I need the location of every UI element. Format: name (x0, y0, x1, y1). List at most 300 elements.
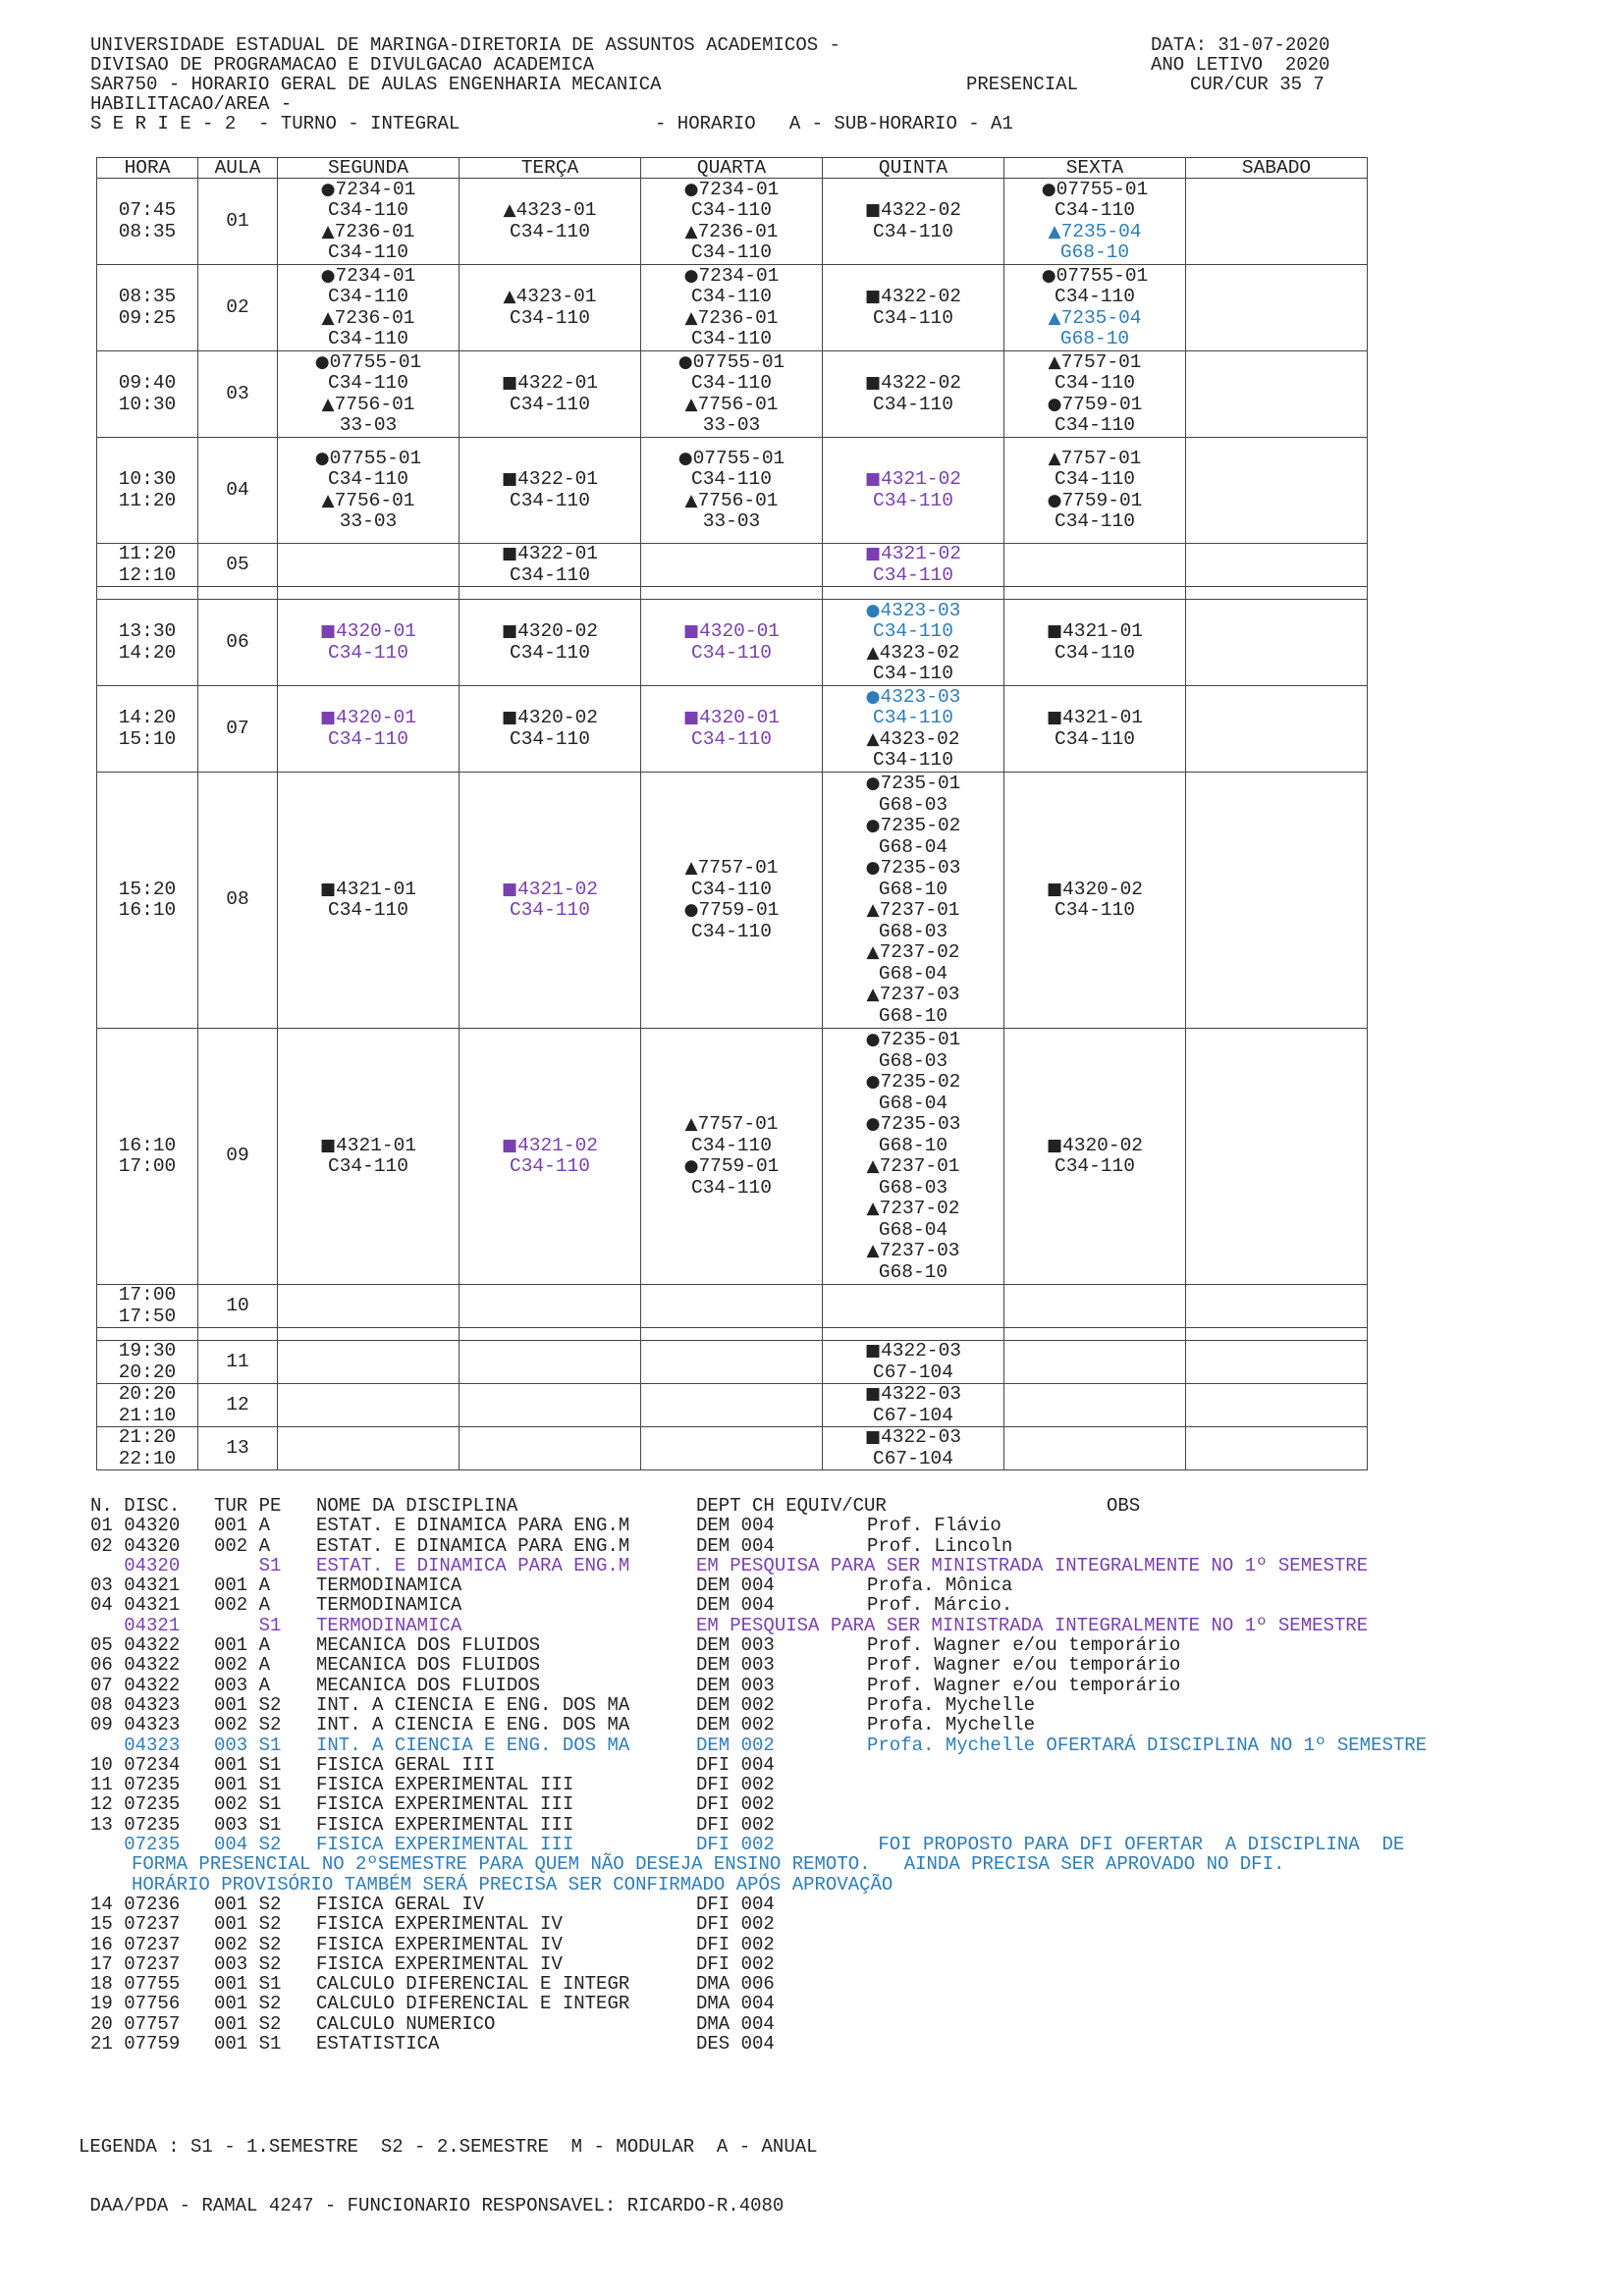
class-code (823, 1427, 1003, 1449)
room-code (460, 491, 640, 512)
cell-sexta (1004, 544, 1186, 587)
schedule-body (97, 179, 1368, 1470)
cell-sabado (1186, 1384, 1368, 1427)
class-code (641, 449, 822, 470)
class-code (823, 1072, 1003, 1094)
cell-quinta (823, 351, 1004, 438)
cell-terca (460, 1427, 641, 1470)
report-title: SAR750 - HORARIO GERAL DE AULAS ENGENHARIA MECANICA (90, 74, 662, 95)
discipline-name: CALCULO DIFERENCIAL E INTEGR (316, 1973, 630, 1996)
time-start: 17:00 (118, 1284, 177, 1306)
cell-quarta (641, 773, 823, 1029)
observation: Prof. Lincoln (867, 1534, 1013, 1557)
room-code (823, 708, 1003, 729)
schedule-table (96, 157, 1368, 1470)
room-code-text: C34-110 (1055, 899, 1135, 921)
room-code (823, 664, 1003, 685)
square-icon: ■ (320, 1135, 337, 1155)
class-code-text: 4322-03 (881, 1426, 961, 1448)
class-code (1004, 491, 1185, 512)
discipline-row (90, 1695, 1583, 1715)
class-code-text: 7756-01 (697, 489, 779, 511)
cell-sabado (1186, 1285, 1368, 1328)
class-code (278, 1136, 459, 1157)
room-code (460, 222, 640, 243)
class-code (823, 1030, 1003, 1051)
class-code (460, 200, 640, 222)
room-code-text: G68-10 (878, 1004, 948, 1027)
aula-cell: 04 (198, 438, 278, 544)
class-code-text: 4320-02 (1062, 1134, 1143, 1156)
cell-sexta (1004, 1285, 1186, 1328)
cell-sabado (1186, 544, 1368, 587)
cell-sabado (1186, 351, 1368, 438)
class-code (823, 601, 1003, 622)
square-icon: ■ (865, 1341, 882, 1361)
room-code-text: C34-110 (328, 1155, 408, 1177)
circle-icon: ● (1047, 394, 1062, 414)
cell-sabado (1186, 600, 1368, 686)
circle-icon: ● (865, 686, 881, 707)
room-code-text: C34-110 (873, 620, 953, 642)
room-code-text: C34-110 (328, 372, 408, 394)
discipline-list-header (90, 1496, 1583, 1516)
observation: FOI PROPOSTO PARA DFI OFERTAR A DISCIPLINA DE (867, 1834, 1405, 1856)
class-code-text: 4321-02 (881, 543, 961, 564)
square-icon: ■ (683, 708, 700, 727)
room-code (823, 1094, 1003, 1115)
room-code (641, 287, 822, 308)
time-end: 22:10 (118, 1447, 177, 1469)
discipline-name: CALCULO DIFERENCIAL E INTEGR (316, 1993, 630, 2015)
room-code (278, 415, 459, 437)
observation: Prof. Márcio. (867, 1594, 1013, 1617)
triangle-icon: ▲ (866, 1241, 880, 1260)
dept-ch: EM PESQUISA PARA SER MINISTRADA INTEGRALMENTE NO 1º SEMESTRE (696, 1554, 1369, 1576)
gap-cell (97, 1328, 198, 1341)
cell-terca (460, 773, 641, 1029)
header-nome: NOME DA DISCIPLINA (316, 1495, 518, 1517)
cell-sexta (1004, 179, 1186, 265)
room-code-text: C34-110 (1055, 199, 1135, 221)
room-code-text: C34-110 (873, 306, 953, 329)
time-end: 08:35 (118, 220, 177, 242)
cell-terca (460, 1029, 641, 1285)
circle-icon: ● (1041, 179, 1056, 199)
room-code-text: C34-110 (691, 641, 772, 664)
cell-quinta (823, 179, 1004, 265)
room-code (641, 373, 822, 395)
dept-ch: DEM 002 (696, 1714, 775, 1736)
square-icon: ■ (502, 879, 518, 899)
schedule-row (97, 544, 1368, 587)
class-code-text: 4323-02 (879, 641, 960, 664)
dept-ch: DFI 002 (696, 1813, 775, 1836)
cell-quinta (823, 265, 1004, 351)
class-code (823, 1241, 1003, 1262)
class-code (641, 266, 822, 288)
class-code (641, 858, 822, 880)
cell-quinta (823, 1029, 1004, 1285)
discipline-row (90, 1516, 1583, 1535)
schedule-header-row (97, 158, 1368, 179)
series-turn: S E R I E - 2 - TURNO - INTEGRAL (90, 113, 460, 134)
observation: Prof. Wagner e/ou temporário (867, 1674, 1181, 1696)
turma-period: 003 S1 (214, 1813, 282, 1836)
turma-period: 002 S2 (214, 1714, 282, 1736)
class-code (823, 200, 1003, 222)
time-start: 19:30 (118, 1340, 177, 1362)
discipline-name: ESTAT. E DINAMICA PARA ENG.M (316, 1515, 630, 1537)
discipline-name: ESTATISTICA (316, 2033, 440, 2056)
class-code (278, 222, 459, 243)
room-code-text: C34-110 (328, 328, 408, 349)
room-code-text: C34-110 (1055, 727, 1135, 750)
academic-year: ANO LETIVO 2020 (1151, 54, 1330, 76)
room-code (278, 1156, 459, 1178)
dept-ch: DFI 002 (696, 1834, 775, 1856)
disc-number: 21 07759 (90, 2033, 181, 2056)
room-code-text: C34-110 (328, 468, 408, 490)
col-header-quarta: QUARTA (641, 158, 823, 179)
room-code-text: C34-110 (691, 878, 772, 900)
discipline-list (90, 1496, 1583, 2054)
class-code-text: 4320-02 (517, 620, 598, 642)
class-code (278, 880, 459, 901)
cell-quarta (641, 1341, 823, 1384)
room-code-text: C34-110 (691, 1176, 772, 1199)
cell-quarta (641, 1427, 823, 1470)
class-code-text: 7235-02 (880, 815, 961, 836)
room-code (823, 880, 1003, 901)
turma-period: 002 S2 (214, 1933, 282, 1955)
dept-ch: DEM 004 (696, 1575, 775, 1597)
time-start: 21:20 (118, 1426, 177, 1448)
room-code-text: 33-03 (339, 510, 398, 532)
disc-number: 14 07236 (90, 1893, 181, 1915)
col-header-sexta: SEXTA (1004, 158, 1186, 179)
turma-period: 001 S1 (214, 1973, 282, 1996)
class-code-text: 7234-01 (698, 264, 780, 287)
room-code-text: C34-110 (691, 241, 772, 263)
triangle-icon: ▲ (866, 1156, 880, 1176)
square-icon: ■ (320, 621, 337, 641)
circle-icon: ● (683, 900, 699, 920)
circle-icon: ● (865, 1030, 881, 1049)
cell-segunda (278, 1341, 460, 1384)
time-end: 21:10 (118, 1404, 177, 1426)
cell-terca (460, 600, 641, 686)
class-code-text: 4321-01 (336, 878, 416, 900)
discipline-name: FISICA EXPERIMENTAL IV (316, 1933, 563, 1955)
triangle-icon: ▲ (321, 221, 335, 241)
room-code (278, 242, 459, 264)
observation: Prof. Wagner e/ou temporário (867, 1634, 1181, 1657)
class-code-text: 07755-01 (1056, 178, 1149, 200)
dept-ch: DEM 004 (696, 1515, 775, 1537)
class-code (823, 687, 1003, 709)
dept-ch: DEM 004 (696, 1594, 775, 1617)
discipline-row (90, 1954, 1583, 1974)
class-code-text: 7234-01 (335, 264, 416, 287)
room-code-text: C34-110 (691, 286, 772, 307)
disc-number: 04321 (90, 1614, 181, 1636)
gap-cell (641, 1328, 823, 1341)
class-code (1004, 180, 1185, 201)
cell-segunda (278, 351, 460, 438)
division-title: DIVISAO DE PROGRAMACAO E DIVULGACAO ACADEMICA (90, 54, 595, 76)
observation: Profa. Mychelle (867, 1714, 1036, 1736)
circle-icon: ● (865, 1072, 881, 1092)
turma-period: 001 A (214, 1515, 271, 1537)
discipline-name: MECANICA DOS FLUIDOS (316, 1674, 541, 1696)
gap-cell (460, 587, 641, 600)
room-code (641, 469, 822, 491)
cell-sexta (1004, 265, 1186, 351)
turma-period: 001 S1 (214, 1774, 282, 1796)
room-code (1004, 511, 1185, 533)
class-code-text: 4321-02 (517, 878, 598, 900)
discipline-row (90, 1655, 1583, 1675)
aula-cell: 03 (198, 351, 278, 438)
time-end: 15:10 (118, 727, 177, 750)
class-code-text: 7759-01 (698, 1155, 780, 1177)
room-code-text: G68-10 (878, 1260, 948, 1283)
cell-segunda (278, 1029, 460, 1285)
class-code-text: 4322-03 (881, 1383, 961, 1405)
cell-quinta (823, 1384, 1004, 1427)
square-icon: ■ (502, 544, 518, 563)
class-code-text: 07755-01 (329, 350, 422, 373)
cell-segunda (278, 438, 460, 544)
room-code (460, 900, 640, 922)
mode-presencial: PRESENCIAL (966, 74, 1079, 95)
discipline-row (90, 2034, 1583, 2054)
hora-cell (97, 351, 198, 438)
cell-terca (460, 179, 641, 265)
disc-number: 15 07237 (90, 1913, 181, 1936)
room-code (460, 395, 640, 416)
triangle-icon: ▲ (866, 728, 880, 749)
turma-period: 001 A (214, 1575, 271, 1597)
observation: Profa. Mônica (867, 1575, 1013, 1597)
dept-ch: EM PESQUISA PARA SER MINISTRADA INTEGRALMENTE NO 1º SEMESTRE (696, 1614, 1369, 1636)
room-code-text: C34-110 (510, 489, 590, 511)
room-code-text: C34-110 (510, 1155, 590, 1177)
disc-number: 16 07237 (90, 1933, 181, 1955)
discipline-note-continuation: HORÁRIO PROVISÓRIO TAMBÉM SERÁ PRECISA SER CONFIRMADO APÓS APROVAÇÃO (132, 1873, 893, 1896)
time-start: 09:40 (118, 372, 177, 394)
triangle-icon: ▲ (503, 287, 516, 306)
class-code (641, 395, 822, 416)
class-code (641, 222, 822, 243)
class-code-text: 07755-01 (692, 447, 785, 469)
triangle-icon: ▲ (1048, 351, 1061, 372)
cell-terca (460, 1341, 641, 1384)
col-header-sabado: SABADO (1186, 158, 1368, 179)
gap-cell (1186, 587, 1368, 600)
discipline-name: INT. A CIENCIA E ENG. DOS MA (316, 1734, 630, 1756)
disc-number: 07235 (90, 1834, 181, 1856)
room-code-text: C34-110 (691, 468, 772, 490)
room-code-text: C34-110 (873, 707, 953, 728)
schedule-gap-row (97, 587, 1368, 600)
square-icon: ■ (1047, 621, 1063, 641)
class-code-text: 07755-01 (1056, 264, 1149, 287)
room-code-text: C34-110 (1055, 468, 1135, 490)
cell-segunda (278, 1285, 460, 1328)
cell-sexta (1004, 773, 1186, 1029)
discipline-row (90, 2014, 1583, 2034)
class-code (641, 621, 822, 643)
class-code-text: 7236-01 (697, 220, 779, 242)
class-code (641, 491, 822, 512)
gap-cell (1004, 587, 1186, 600)
discipline-row (90, 1556, 1583, 1575)
turma-period: S1 (214, 1554, 282, 1576)
class-code (823, 643, 1003, 665)
time-end: 11:20 (118, 489, 177, 511)
class-code-text: 7237-01 (879, 899, 960, 921)
class-code-text: 7757-01 (697, 1113, 779, 1135)
room-code-text: C67-104 (873, 1447, 953, 1469)
class-code (460, 1136, 640, 1157)
room-code-text: C34-110 (510, 641, 590, 664)
class-code-text: 7236-01 (697, 306, 779, 329)
class-code-text: 7759-01 (698, 899, 780, 921)
time-start: 10:30 (118, 468, 177, 490)
class-code (278, 266, 459, 288)
class-code (460, 287, 640, 308)
dept-ch: DMA 004 (696, 1993, 775, 2015)
class-code (278, 180, 459, 201)
discipline-row (90, 1676, 1583, 1695)
circle-icon: ● (320, 179, 336, 199)
room-code (823, 565, 1003, 587)
hora-cell (97, 265, 198, 351)
class-code-text: 4322-02 (881, 286, 961, 307)
disc-number: 18 07755 (90, 1973, 181, 1996)
class-code-text: 4321-02 (881, 468, 961, 490)
time-start: 14:20 (118, 707, 177, 728)
cell-quinta (823, 1341, 1004, 1384)
time-start: 20:20 (118, 1383, 177, 1405)
class-code (823, 1156, 1003, 1178)
cell-terca (460, 544, 641, 587)
class-code (823, 816, 1003, 837)
room-code (641, 922, 822, 943)
room-code (641, 242, 822, 264)
circle-icon: ● (865, 858, 881, 878)
square-icon: ■ (865, 1427, 882, 1447)
room-code (823, 1406, 1003, 1427)
cell-segunda (278, 773, 460, 1029)
room-code (1004, 729, 1185, 751)
triangle-icon: ▲ (321, 307, 335, 328)
room-code (278, 643, 459, 665)
room-code-text: G68-10 (1059, 328, 1130, 349)
disc-number: 11 07235 (90, 1774, 181, 1796)
cell-sexta (1004, 686, 1186, 773)
room-code (460, 308, 640, 330)
circle-icon: ● (865, 600, 881, 620)
discipline-name: FISICA GERAL III (316, 1753, 496, 1776)
room-code (823, 964, 1003, 986)
schedule-row (97, 351, 1368, 438)
room-code-text: C34-110 (691, 372, 772, 394)
schedule-row (97, 600, 1368, 686)
class-code (823, 1341, 1003, 1362)
class-code-text: 7234-01 (698, 178, 780, 200)
disc-number: 05 04322 (90, 1634, 181, 1657)
gap-cell (97, 587, 198, 600)
col-header-hora: HORA (97, 158, 198, 179)
room-code (823, 1449, 1003, 1470)
room-code (1004, 287, 1185, 308)
room-code (1004, 200, 1185, 222)
class-code (823, 1114, 1003, 1136)
room-code (641, 880, 822, 901)
gap-cell (198, 587, 278, 600)
room-code-text: G68-03 (878, 1049, 948, 1072)
class-code (641, 352, 822, 374)
aula-cell: 01 (198, 179, 278, 265)
room-code (823, 750, 1003, 772)
class-code (823, 287, 1003, 308)
time-start: 07:45 (118, 199, 177, 221)
room-code (278, 900, 459, 922)
cell-terca (460, 438, 641, 544)
room-code-text: C34-110 (1055, 372, 1135, 394)
schedule-row (97, 1029, 1368, 1285)
hora-cell (97, 600, 198, 686)
cell-segunda (278, 544, 460, 587)
class-code-text: 7236-01 (334, 306, 415, 329)
schedule-row (97, 438, 1368, 544)
discipline-name: FISICA EXPERIMENTAL III (316, 1793, 574, 1816)
room-code-text: 33-03 (702, 510, 761, 532)
triangle-icon: ▲ (1048, 448, 1061, 468)
circle-icon: ● (314, 351, 330, 372)
disc-number: 10 07234 (90, 1753, 181, 1776)
dept-ch: DEM 002 (696, 1693, 775, 1716)
class-code (1004, 621, 1185, 643)
room-code (823, 308, 1003, 330)
square-icon: ■ (865, 544, 882, 563)
discipline-name: FISICA EXPERIMENTAL III (316, 1774, 574, 1796)
turma-period: 001 S1 (214, 2033, 282, 2056)
class-code (460, 621, 640, 643)
class-code-text: 4322-02 (881, 199, 961, 221)
discipline-row (90, 1775, 1583, 1794)
aula-cell: 02 (198, 265, 278, 351)
cell-segunda (278, 686, 460, 773)
triangle-icon: ▲ (684, 221, 698, 241)
class-code (460, 544, 640, 565)
class-code (278, 352, 459, 374)
room-code (823, 837, 1003, 859)
cell-quinta (823, 600, 1004, 686)
turma-period: 004 S2 (214, 1834, 282, 1856)
room-code-text: C34-110 (1055, 1155, 1135, 1177)
discipline-row (90, 1794, 1583, 1814)
triangle-icon: ▲ (866, 642, 880, 663)
cell-sabado (1186, 686, 1368, 773)
header-n-disc: N. DISC. (90, 1495, 181, 1517)
discipline-row (90, 1935, 1583, 1954)
cell-sabado (1186, 1341, 1368, 1384)
gap-cell (278, 1328, 460, 1341)
